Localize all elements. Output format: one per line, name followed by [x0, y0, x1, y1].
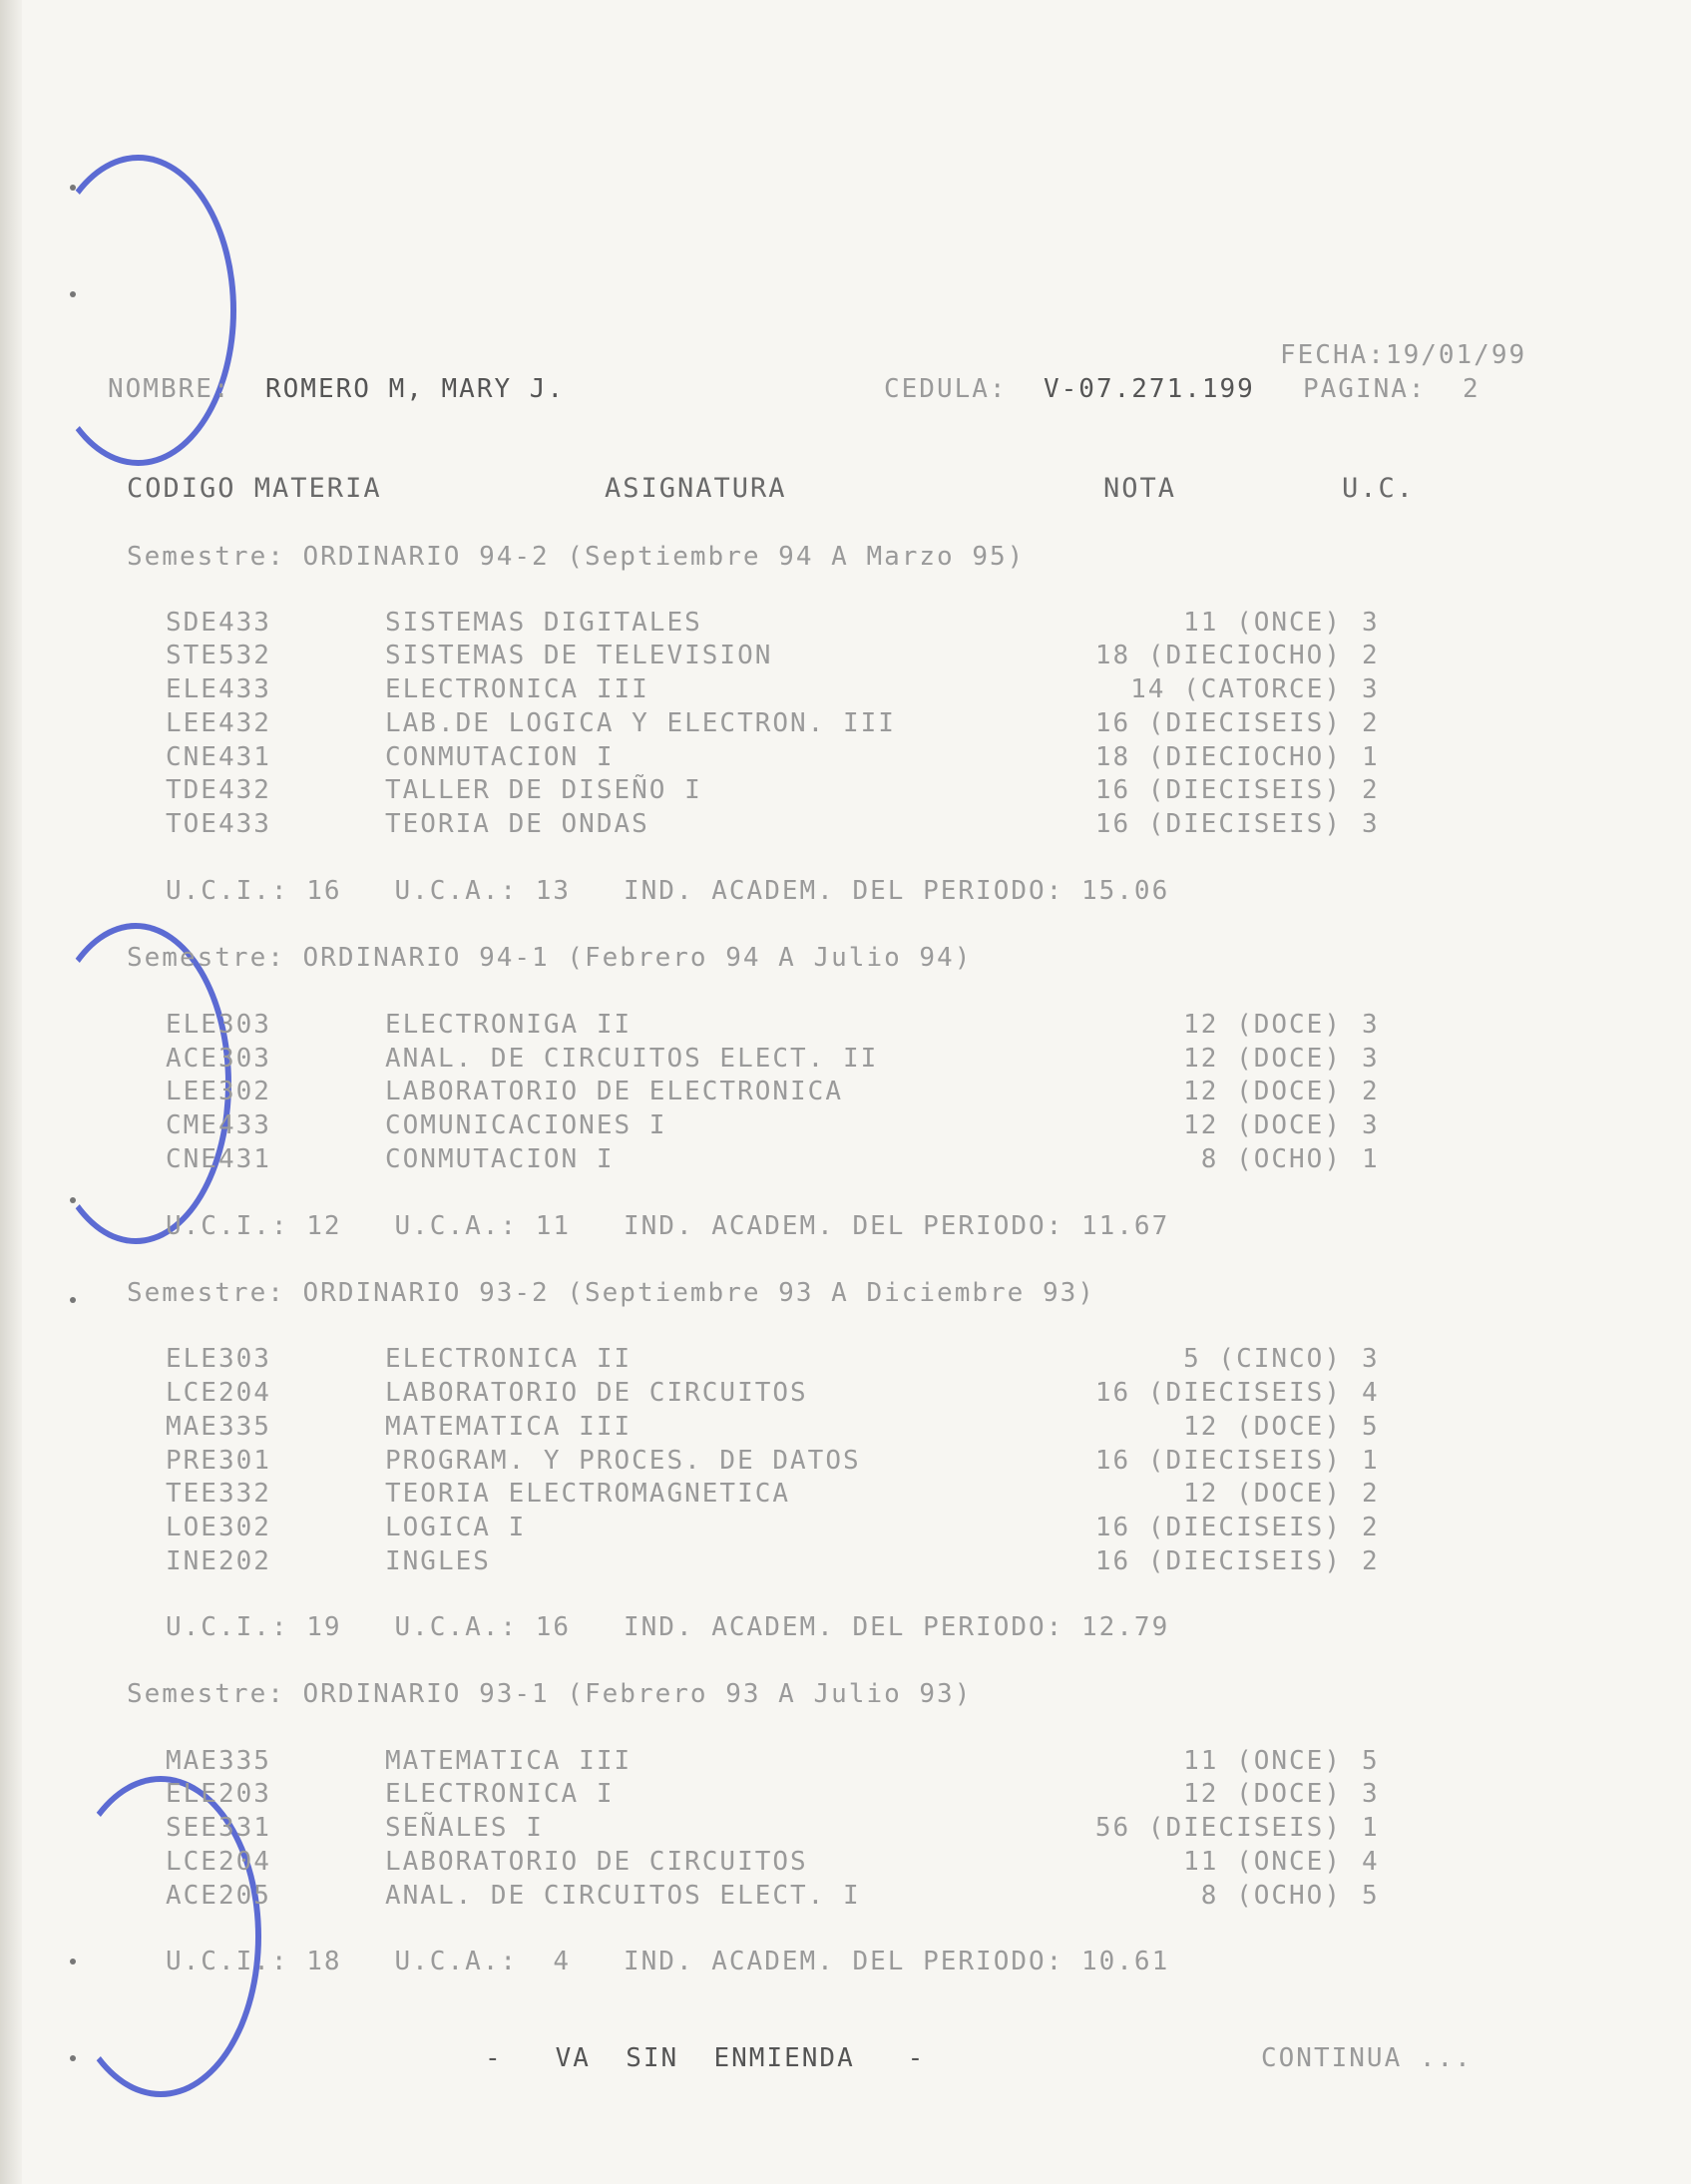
table-row	[0, 607, 1691, 641]
course-name: ELECTRONICA I	[385, 1779, 615, 1809]
course-credits: 3	[1362, 608, 1380, 638]
course-name: MATEMATICA III	[385, 1746, 633, 1776]
course-code: SEE331	[166, 1813, 271, 1843]
table-row	[0, 1411, 1691, 1445]
course-name: CONMUTACION I	[385, 1144, 615, 1174]
table-row	[0, 1143, 1691, 1177]
course-name: TEORIA DE ONDAS	[385, 809, 649, 839]
course-name: ELECTRONIGA II	[385, 1010, 633, 1040]
course-code: SDE433	[166, 608, 271, 638]
course-code: TEE332	[166, 1479, 271, 1509]
table-row	[0, 1377, 1691, 1411]
course-grade: 12 (DOCE)	[1183, 1110, 1342, 1140]
table-row	[0, 774, 1691, 808]
course-credits: 5	[1362, 1412, 1380, 1442]
course-grade: 16 (DIECISEIS)	[1094, 1513, 1342, 1542]
course-grade: 14 (CATORCE)	[1130, 674, 1342, 704]
table-row	[0, 673, 1691, 707]
table-row	[0, 1478, 1691, 1512]
course-credits: 1	[1362, 1446, 1380, 1476]
course-name: SISTEMAS DIGITALES	[385, 608, 702, 638]
course-grade: 12 (DOCE)	[1183, 1010, 1342, 1040]
table-row	[0, 1043, 1691, 1077]
course-code: MAE335	[166, 1746, 271, 1776]
cedula-label: CEDULA:	[884, 374, 1008, 404]
table-row	[0, 1009, 1691, 1043]
course-grade: 11 (ONCE)	[1183, 1746, 1342, 1776]
course-code: LCE204	[166, 1378, 271, 1408]
course-credits: 2	[1362, 708, 1380, 738]
table-row	[0, 1109, 1691, 1143]
course-credits: 2	[1362, 1546, 1380, 1576]
course-code: LEE302	[166, 1077, 271, 1106]
column-header-uc: U.C.	[1342, 473, 1416, 504]
table-row	[0, 808, 1691, 842]
course-name: COMUNICACIONES I	[385, 1110, 667, 1140]
course-grade: 16 (DIECISEIS)	[1094, 1546, 1342, 1576]
course-name: CONMUTACION I	[385, 742, 615, 772]
course-code: CME433	[166, 1110, 271, 1140]
table-row	[0, 741, 1691, 775]
course-grade: 56 (DIECISEIS)	[1094, 1813, 1342, 1843]
table-row	[0, 1812, 1691, 1846]
table-row	[0, 1545, 1691, 1579]
course-credits: 3	[1362, 1344, 1380, 1374]
course-grade: 18 (DIECIOCHO)	[1094, 742, 1342, 772]
course-code: CNE431	[166, 742, 271, 772]
course-credits: 5	[1362, 1746, 1380, 1776]
semester-title: Semestre: ORDINARIO 93-1 (Febrero 93 A Julio 93)	[127, 1679, 973, 1709]
course-name: PROGRAM. Y PROCES. DE DATOS	[385, 1446, 861, 1476]
semester-title: Semestre: ORDINARIO 93-2 (Septiembre 93 A Diciembre 93)	[127, 1278, 1095, 1308]
table-row	[0, 1745, 1691, 1779]
table-row	[0, 1880, 1691, 1914]
student-name: ROMERO M, MARY J.	[265, 374, 566, 404]
course-grade: 16 (DIECISEIS)	[1094, 708, 1342, 738]
course-code: PRE301	[166, 1446, 271, 1476]
course-credits: 3	[1362, 1779, 1380, 1809]
cedula-number: V-07.271.199	[1044, 374, 1255, 404]
course-grade: 16 (DIECISEIS)	[1094, 1446, 1342, 1476]
course-credits: 4	[1362, 1847, 1380, 1877]
course-grade: 11 (ONCE)	[1183, 608, 1342, 638]
course-grade: 12 (DOCE)	[1183, 1077, 1342, 1106]
official-stamp	[40, 155, 236, 466]
course-grade: 12 (DOCE)	[1183, 1479, 1342, 1509]
course-credits: 2	[1362, 641, 1380, 670]
course-code: ELE433	[166, 674, 271, 704]
course-credits: 1	[1362, 1813, 1380, 1843]
pagina-label: PAGINA:	[1303, 374, 1427, 404]
course-code: STE532	[166, 641, 271, 670]
semester-title: Semestre: ORDINARIO 94-2 (Septiembre 94 A Marzo 95)	[127, 542, 1026, 572]
course-credits: 2	[1362, 775, 1380, 805]
course-credits: 1	[1362, 742, 1380, 772]
binder-hole	[70, 2055, 76, 2061]
course-name: LAB.DE LOGICA Y ELECTRON. III	[385, 708, 896, 738]
course-name: TEORIA ELECTROMAGNETICA	[385, 1479, 791, 1509]
course-credits: 5	[1362, 1881, 1380, 1911]
course-name: LOGICA I	[385, 1513, 527, 1542]
binder-hole	[70, 1297, 76, 1303]
course-code: TDE432	[166, 775, 271, 805]
course-code: MAE335	[166, 1412, 271, 1442]
course-code: ACE205	[166, 1881, 271, 1911]
table-row	[0, 1846, 1691, 1880]
course-code: ACE303	[166, 1044, 271, 1074]
course-name: MATEMATICA III	[385, 1412, 633, 1442]
course-grade: 11 (ONCE)	[1183, 1847, 1342, 1877]
course-grade: 16 (DIECISEIS)	[1094, 775, 1342, 805]
course-name: LABORATORIO DE CIRCUITOS	[385, 1378, 808, 1408]
course-name: ANAL. DE CIRCUITOS ELECT. I	[385, 1881, 861, 1911]
course-credits: 2	[1362, 1479, 1380, 1509]
course-name: LABORATORIO DE CIRCUITOS	[385, 1847, 808, 1877]
course-credits: 1	[1362, 1144, 1380, 1174]
course-code: LOE302	[166, 1513, 271, 1542]
nombre-label: NOMBRE:	[108, 374, 231, 404]
course-name: ELECTRONICA II	[385, 1344, 633, 1374]
semester-title: Semestre: ORDINARIO 94-1 (Febrero 94 A Julio 94)	[127, 943, 973, 973]
semester-summary: U.C.I.: 19 U.C.A.: 16 IND. ACADEM. DEL PERIODO: 12.79	[166, 1612, 1170, 1642]
course-grade: 8 (OCHO)	[1200, 1144, 1342, 1174]
course-code: INE202	[166, 1546, 271, 1576]
semester-summary: U.C.I.: 18 U.C.A.: 4 IND. ACADEM. DEL PERIODO: 10.61	[166, 1947, 1170, 1976]
fecha: FECHA:19/01/99	[1280, 340, 1527, 370]
course-code: ELE203	[166, 1779, 271, 1809]
table-row	[0, 1445, 1691, 1479]
course-name: TALLER DE DISEÑO I	[385, 775, 702, 805]
course-code: ELE303	[166, 1344, 271, 1374]
table-row	[0, 1512, 1691, 1545]
course-credits: 2	[1362, 1513, 1380, 1542]
course-credits: 3	[1362, 809, 1380, 839]
course-code: TOE433	[166, 809, 271, 839]
course-name: INGLES	[385, 1546, 491, 1576]
course-grade: 12 (DOCE)	[1183, 1044, 1342, 1074]
course-credits: 3	[1362, 1044, 1380, 1074]
course-credits: 3	[1362, 1010, 1380, 1040]
course-name: SISTEMAS DE TELEVISION	[385, 641, 773, 670]
course-credits: 2	[1362, 1077, 1380, 1106]
course-name: LABORATORIO DE ELECTRONICA	[385, 1077, 843, 1106]
course-code: LCE204	[166, 1847, 271, 1877]
course-credits: 3	[1362, 1110, 1380, 1140]
course-grade: 8 (OCHO)	[1200, 1881, 1342, 1911]
semester-summary: U.C.I.: 16 U.C.A.: 13 IND. ACADEM. DEL PERIODO: 15.06	[166, 876, 1170, 906]
semester-summary: U.C.I.: 12 U.C.A.: 11 IND. ACADEM. DEL PERIODO: 11.67	[166, 1211, 1170, 1241]
column-header-codigo: CODIGO MATERIA	[127, 473, 382, 504]
course-credits: 3	[1362, 674, 1380, 704]
table-row	[0, 707, 1691, 741]
table-row	[0, 1076, 1691, 1109]
course-code: CNE431	[166, 1144, 271, 1174]
course-grade: 18 (DIECIOCHO)	[1094, 641, 1342, 670]
table-row	[0, 1778, 1691, 1812]
table-row	[0, 640, 1691, 673]
course-grade: 5 (CINCO)	[1183, 1344, 1342, 1374]
footer-continua: CONTINUA ...	[1261, 2043, 1473, 2073]
course-name: ANAL. DE CIRCUITOS ELECT. II	[385, 1044, 879, 1074]
footer-no-amendment: - VA SIN ENMIENDA -	[485, 2043, 926, 2073]
course-name: SEÑALES I	[385, 1813, 544, 1843]
course-grade: 16 (DIECISEIS)	[1094, 1378, 1342, 1408]
course-grade: 12 (DOCE)	[1183, 1412, 1342, 1442]
column-header-asignatura: ASIGNATURA	[605, 473, 787, 504]
course-name: ELECTRONICA III	[385, 674, 649, 704]
table-row	[0, 1343, 1691, 1377]
course-credits: 4	[1362, 1378, 1380, 1408]
course-grade: 16 (DIECISEIS)	[1094, 809, 1342, 839]
column-header-nota: NOTA	[1103, 473, 1177, 504]
course-code: ELE303	[166, 1010, 271, 1040]
page-number: 2	[1463, 374, 1480, 404]
course-grade: 12 (DOCE)	[1183, 1779, 1342, 1809]
course-code: LEE432	[166, 708, 271, 738]
